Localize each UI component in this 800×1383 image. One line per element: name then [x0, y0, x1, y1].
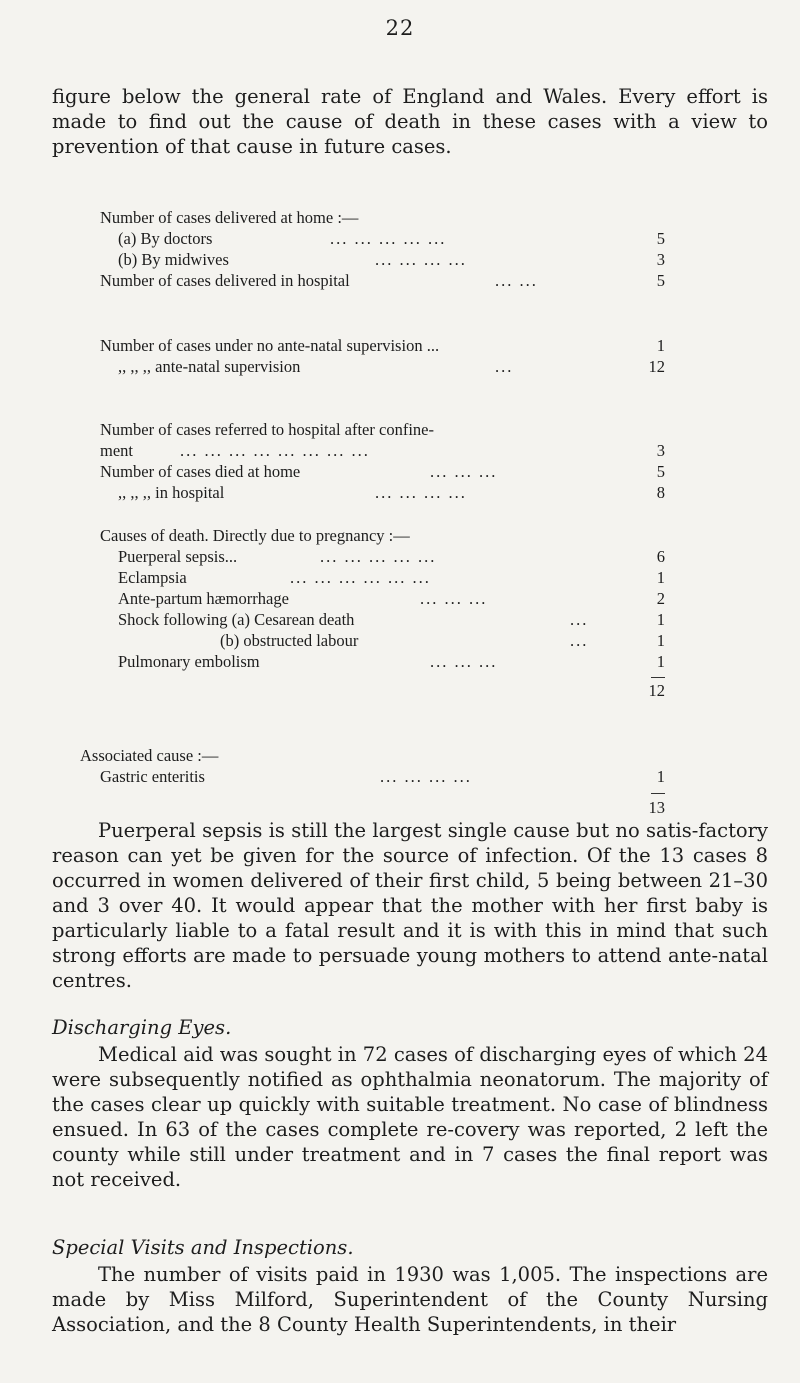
row-label: ment — [100, 441, 133, 460]
leader-dots: ... ... ... — [430, 462, 498, 481]
row-value: 1 — [656, 767, 665, 786]
row-label: ,, ,, ,, in hospital — [118, 483, 225, 502]
table-row — [100, 462, 665, 483]
table-row — [100, 547, 665, 568]
leader-dots: ... — [495, 357, 514, 376]
table-row — [100, 798, 665, 819]
total-value: 13 — [648, 798, 665, 817]
table-row — [80, 746, 665, 767]
table-row — [100, 526, 665, 547]
row-value: 3 — [656, 441, 665, 460]
leader-dots: ... ... ... — [430, 652, 498, 671]
row-value: 8 — [656, 483, 665, 502]
table-row — [100, 208, 665, 229]
supervision-table — [100, 336, 665, 378]
row-value: 5 — [656, 271, 665, 290]
leader-dots: ... ... ... ... ... — [330, 229, 447, 248]
leader-dots: ... ... — [495, 271, 538, 290]
eyes-text: Medical aid was sought in 72 cases of discharging eyes of which 24 were subsequently notified as ophthalmia neonatorum. The majority of the cases clear up quickly with suitable treatment. No case of blindness ensued. In 63 of the cases complete re-covery was reported, 2 left the county while still under treatment and in 7 cases the final report was not received. — [52, 1043, 768, 1191]
row-label: Number of cases under no ante-natal supervision ... — [100, 336, 440, 355]
row-value: 5 — [656, 462, 665, 481]
leader-dots: ... ... ... ... — [375, 250, 467, 269]
row-label: Eclampsia — [118, 568, 187, 587]
causes-heading: Causes of death. Directly due to pregnancy :— — [100, 526, 410, 545]
table-spacer — [100, 673, 665, 681]
page-number: 22 — [385, 16, 415, 40]
table-row — [100, 631, 665, 652]
row-value: 5 — [656, 229, 665, 248]
eyes-paragraph — [52, 1042, 768, 1192]
row-label: (a) By doctors — [118, 229, 213, 248]
row-value: 1 — [656, 652, 665, 671]
statistics-table — [100, 208, 665, 292]
table-row — [100, 483, 665, 504]
associated-table — [80, 746, 665, 819]
row-value: 2 — [656, 589, 665, 608]
intro-paragraph: figure below the general rate of England and Wales. Every effort is made to find out the cause of death in these cases with a view to prevention of that cause in future cases. — [52, 85, 768, 158]
total-rule — [651, 793, 665, 794]
table-row — [100, 652, 665, 673]
causes-table — [100, 526, 665, 702]
sepsis-paragraph — [52, 818, 768, 993]
table-row — [100, 250, 665, 271]
table-row — [100, 441, 665, 462]
special-visits-heading: Special Visits and Inspections. — [52, 1236, 354, 1259]
row-value: 1 — [656, 568, 665, 587]
visits-text: The number of visits paid in 1930 was 1,005. The inspections are made by Miss Milford, Superintendent of the County Nursing Association, and the 8 County Health Superintendents, in their — [52, 1263, 768, 1336]
visits-paragraph — [52, 1262, 768, 1337]
table-row — [100, 229, 665, 250]
table-row — [100, 767, 665, 788]
table-row — [100, 271, 665, 292]
row-label: Number of cases delivered in hospital — [100, 271, 350, 290]
row-label: (b) obstructed labour — [220, 631, 359, 650]
row-label: Number of cases died at home — [100, 462, 301, 481]
row-label: Puerperal sepsis... — [118, 547, 238, 566]
table-spacer — [100, 788, 665, 798]
row-label: (b) By midwives — [118, 250, 229, 269]
referral-death-table — [100, 420, 665, 504]
leader-dots: ... ... ... ... ... — [320, 547, 437, 566]
row-label: Gastric enteritis — [100, 767, 205, 786]
leader-dots: ... ... ... ... — [380, 767, 472, 786]
subtotal-rule — [651, 677, 665, 678]
leader-dots: ... — [570, 610, 589, 629]
row-label: Number of cases referred to hospital after confine- — [100, 420, 434, 439]
sepsis-text: Puerperal sepsis is still the largest single cause but no satis-factory reason can yet be given for the source of infection. Of the 13 cases 8 occurred in women delivered of their first child, 5 being between 21–30 and 3 over 40. It would appear that the mother with her first baby is particularly liable to a fatal result and it is with this in mind that such strong efforts are made to persuade young mothers to attend ante-natal centres. — [52, 819, 768, 992]
leader-dots: ... ... ... ... — [375, 483, 467, 502]
table-row — [100, 681, 665, 702]
associated-heading: Associated cause :— — [80, 746, 219, 765]
leader-dots: ... ... ... ... ... ... ... ... — [180, 441, 370, 460]
row-value: 1 — [656, 610, 665, 629]
delivered-home-heading: Number of cases delivered at home :— — [100, 208, 359, 227]
row-label: Ante-partum hæmorrhage — [118, 589, 289, 608]
leader-dots: ... ... ... — [420, 589, 488, 608]
table-row — [100, 568, 665, 589]
row-value: 1 — [656, 336, 665, 355]
subtotal-value: 12 — [648, 681, 665, 700]
row-value: 6 — [656, 547, 665, 566]
table-row — [100, 357, 665, 378]
discharging-eyes-heading: Discharging Eyes. — [52, 1016, 232, 1039]
row-value: 3 — [656, 250, 665, 269]
row-value: 1 — [656, 631, 665, 650]
leader-dots: ... ... ... ... ... ... — [290, 568, 431, 587]
table-row — [100, 336, 665, 357]
row-label: Pulmonary embolism — [118, 652, 260, 671]
table-row — [100, 589, 665, 610]
table-row — [100, 610, 665, 631]
leader-dots: ... — [570, 631, 589, 650]
row-label: Shock following (a) Cesarean death — [118, 610, 355, 629]
row-value: 12 — [648, 357, 665, 376]
table-row — [100, 420, 665, 441]
row-label: ,, ,, ,, ante-natal supervision — [118, 357, 301, 376]
